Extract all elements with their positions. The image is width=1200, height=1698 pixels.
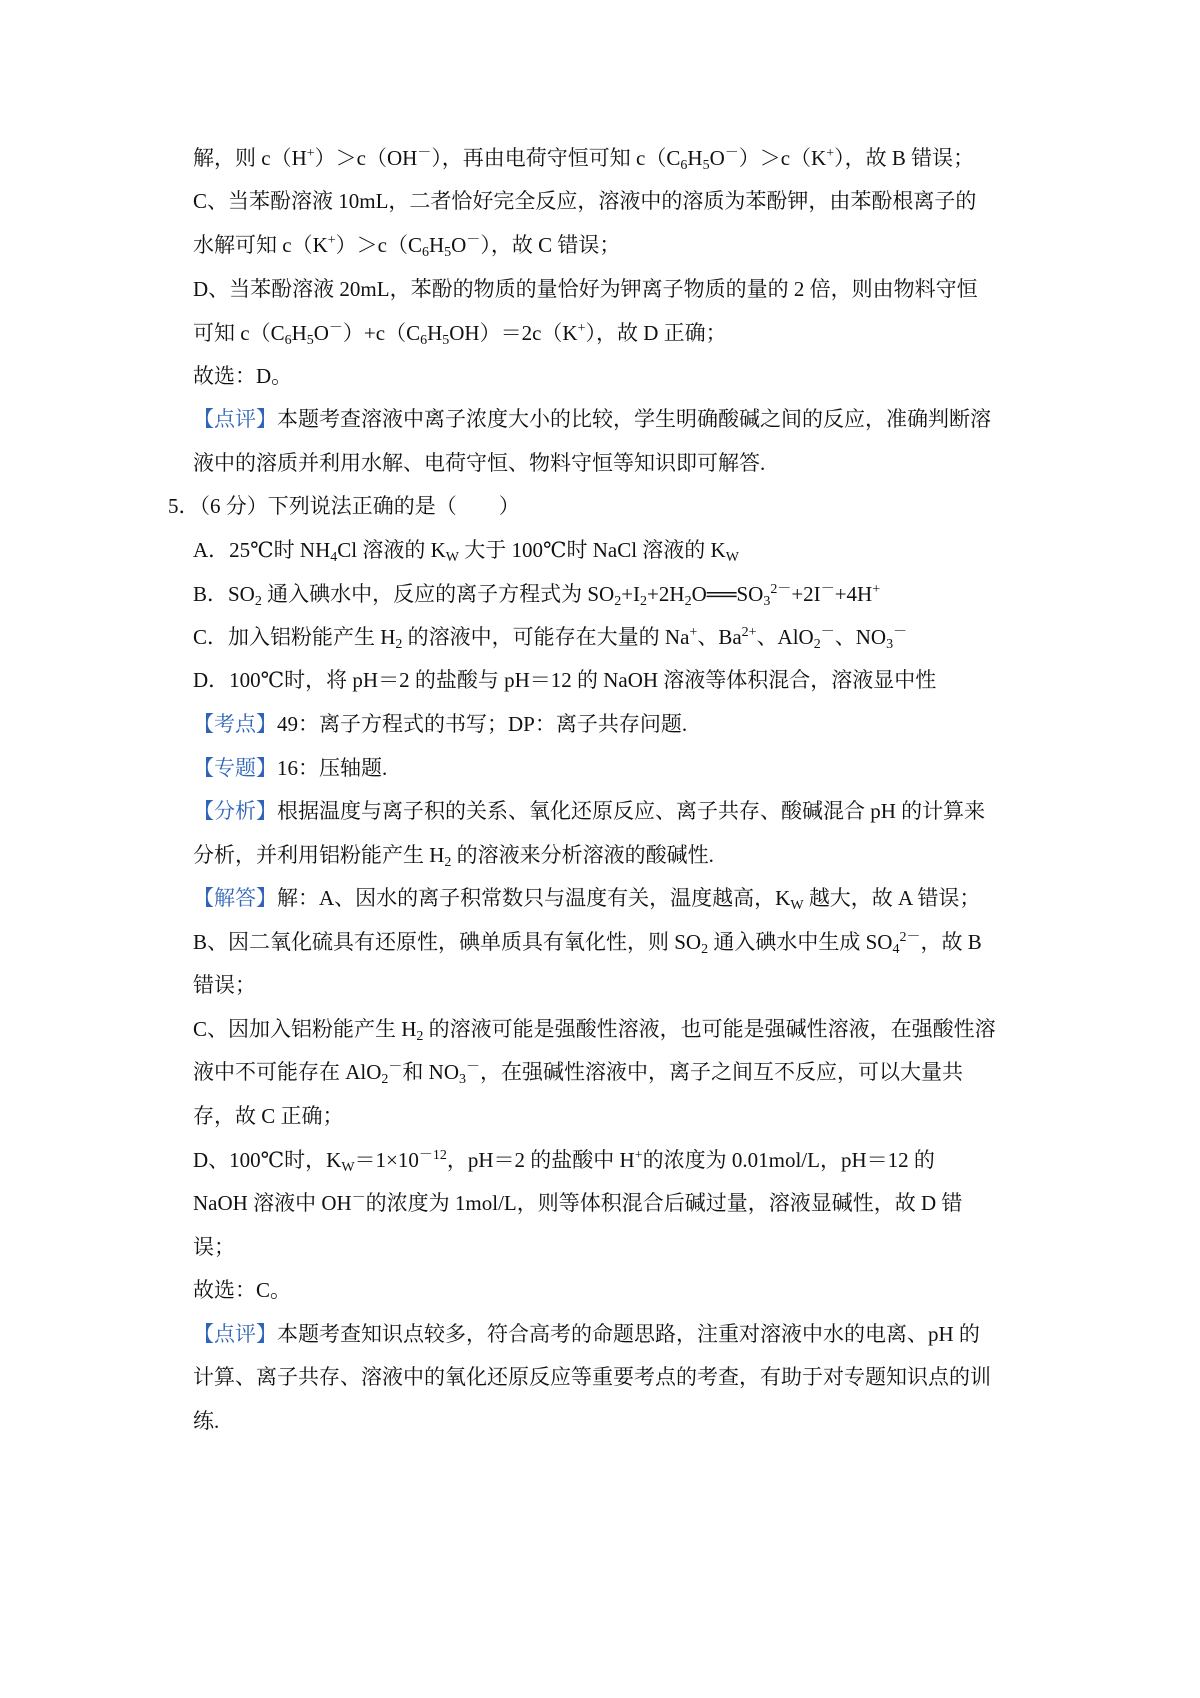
text-run: 的溶液中，可能存在大量的 Na [402, 625, 690, 649]
text-run: ）＞c（C [335, 233, 422, 257]
text-run: 本题考查溶液中离子浓度大小的比较，学生明确酸碱之间的反应，准确判断溶 [277, 407, 991, 431]
text-run: 的溶液可能是强酸性溶液，也可能是强碱性溶液，在强酸性溶 [423, 1017, 996, 1041]
subscript: 3 [886, 637, 894, 652]
text-run: ，在强碱性溶液中，离子之间互不反应，可以大量共 [480, 1060, 964, 1084]
text-run: 解，则 c（H [193, 146, 307, 170]
superscript: － [466, 1060, 481, 1075]
text-run: 存，故 C 正确； [193, 1104, 344, 1128]
superscript: － [724, 146, 739, 161]
text-run: 5．（6 分）下列说法正确的是（ ） [168, 494, 520, 518]
subscript: 2 [813, 637, 821, 652]
option-a [193, 535, 739, 565]
subscript: 3 [763, 594, 771, 609]
superscript: + [634, 1148, 643, 1163]
text-run: O══SO [691, 582, 764, 606]
superscript: + [872, 582, 881, 597]
subscript: 5 [442, 333, 450, 348]
section-tag: 【专题】 [193, 756, 277, 780]
superscript: + [577, 321, 586, 336]
question-title [168, 491, 520, 521]
section-tag: 【考点】 [193, 712, 277, 736]
subscript: 6 [420, 333, 428, 348]
text-run: ），故 B 错误； [834, 146, 975, 170]
text-line [193, 1406, 219, 1436]
text-run: O [709, 146, 725, 170]
text-line [193, 1145, 935, 1175]
section-tag: 【点评】 [193, 1322, 277, 1346]
text-line [193, 970, 256, 1000]
text-run: D、当苯酚溶液 20mL，苯酚的物质的量恰好为钾离子物质的量的 2 倍，则由物料守恒 [193, 277, 978, 301]
text-run: ，故 B [920, 930, 982, 954]
section-tag: 【点评】 [193, 407, 277, 431]
text-run: 误； [193, 1235, 235, 1259]
text-line [193, 927, 982, 957]
text-run: C．加入铝粉能产生 H [193, 625, 396, 649]
subscript: 2 [444, 855, 452, 870]
superscript: 2－ [770, 582, 792, 597]
text-run: 、NO [834, 625, 887, 649]
text-run: +I [621, 582, 641, 606]
text-line [193, 1014, 996, 1044]
text-run: 液中不可能存在 AlO [193, 1060, 382, 1084]
text-run: O [451, 233, 467, 257]
text-run: 通入碘水中生成 SO [708, 930, 893, 954]
text-line [193, 361, 292, 391]
text-line [193, 274, 978, 304]
text-run: ＝1×10 [354, 1148, 419, 1172]
text-run: O [313, 321, 329, 345]
text-line [193, 143, 974, 173]
subscript: 2 [416, 1029, 424, 1044]
text-run: ）＞c（OH [314, 146, 418, 170]
text-run: ）＞c（K [738, 146, 827, 170]
superscript: － [328, 321, 343, 336]
subscript: 2 [254, 594, 262, 609]
text-run: 和 NO [402, 1060, 460, 1084]
text-run: ），故 D 正确； [585, 321, 727, 345]
text-run: 的浓度为 1mol/L，则等体积混合后碱过量，溶液显碱性，故 D 错 [365, 1191, 963, 1215]
jieda-line [193, 883, 980, 913]
text-run: 解：A、因水的离子积常数只与温度有关，温度越高，K [277, 886, 791, 910]
text-line [193, 404, 991, 434]
text-run: B、因二氧化硫具有还原性，碘单质具有氧化性，则 SO [193, 930, 702, 954]
subscript: W [790, 898, 804, 913]
text-run: 液中的溶质并利用水解、电荷守恒、物料守恒等知识即可解答. [193, 451, 766, 475]
subscript: 5 [444, 245, 452, 260]
text-run: 越大，故 A 错误； [803, 886, 981, 910]
subscript: 4 [330, 550, 338, 565]
option-b [193, 579, 880, 609]
subscript: W [341, 1160, 355, 1175]
section-tag: 【分析】 [193, 799, 277, 823]
superscript: －12 [418, 1148, 447, 1163]
superscript: + [826, 146, 835, 161]
text-run: H [427, 321, 443, 345]
option-d [193, 665, 936, 695]
subscript: W [445, 550, 459, 565]
text-run: 计算、离子共存、溶液中的氧化还原反应等重要考点的考查，有助于对专题知识点的训 [193, 1365, 991, 1389]
text-line [193, 840, 714, 870]
text-run: 分析，并利用铝粉能产生 H [193, 843, 445, 867]
subscript: 2 [614, 594, 622, 609]
text-run: A．25℃时 NH [193, 538, 331, 562]
kaodian-line [193, 709, 687, 739]
text-run: 49：离子方程式的书写；DP：离子共存问题. [277, 712, 688, 736]
superscript: － [893, 625, 908, 640]
superscript: + [327, 233, 336, 248]
text-run: 的溶液来分析溶液的酸碱性. [451, 843, 714, 867]
text-line [193, 1232, 235, 1262]
subscript: 5 [306, 333, 314, 348]
text-run: 可知 c（C [193, 321, 285, 345]
text-run: 练. [193, 1409, 220, 1433]
text-line [193, 1057, 963, 1087]
subscript: 6 [680, 158, 688, 173]
text-run: 根据温度与离子积的关系、氧化还原反应、离子共存、酸碱混合 pH 的计算来 [277, 799, 986, 823]
subscript: 4 [892, 942, 900, 957]
subscript: 6 [284, 333, 292, 348]
text-run: 大于 100℃时 NaCl 溶液的 K [458, 538, 726, 562]
text-run: H [428, 233, 445, 257]
text-run: H [291, 321, 307, 345]
text-run: D．100℃时，将 pH＝2 的盐酸与 pH＝12 的 NaOH 溶液等体积混合，溶液显中性 [193, 668, 937, 692]
text-run: Cl 溶液的 K [337, 538, 446, 562]
text-run: 通入碘水中，反应的离子方程式为 SO [261, 582, 615, 606]
subscript: 3 [459, 1072, 467, 1087]
text-run: C、因加入铝粉能产生 H [193, 1017, 417, 1041]
text-line [193, 1188, 962, 1218]
text-line [193, 1101, 344, 1131]
subscript: 6 [421, 245, 429, 260]
text-run: 、Ba [697, 625, 742, 649]
text-run: C、当苯酚溶液 10mL，二者恰好完全反应，溶液中的溶质为苯酚钾，由苯酚根离子的 [193, 189, 977, 213]
superscript: － [820, 625, 835, 640]
text-run: 水解可知 c（K [193, 233, 328, 257]
text-run: ，pH＝2 的盐酸中 H [446, 1148, 635, 1172]
text-run: 的浓度为 0.01mol/L，pH＝12 的 [642, 1148, 935, 1172]
text-line [193, 230, 620, 260]
superscript: － [417, 146, 432, 161]
text-run: 错误； [193, 973, 256, 997]
superscript: － [820, 582, 835, 597]
text-run: ），再由电荷守恒可知 c（C [431, 146, 681, 170]
subscript: 2 [701, 942, 709, 957]
text-line [193, 318, 727, 348]
dianping-line [193, 1319, 980, 1349]
subscript: 2 [395, 637, 403, 652]
text-run: ），故 C 错误； [480, 233, 621, 257]
text-run: OH）＝2c（K [449, 321, 578, 345]
superscript: 2－ [899, 930, 921, 945]
superscript: + [306, 146, 315, 161]
text-run: +4H [834, 582, 873, 606]
superscript: 2+ [741, 625, 757, 640]
text-line [193, 1275, 291, 1305]
zhuanti-line [193, 753, 387, 783]
text-run: D、100℃时，K [193, 1148, 342, 1172]
text-run: ）+c（C [342, 321, 421, 345]
subscript: 5 [702, 158, 710, 173]
text-line [193, 448, 765, 478]
text-run: +2H [647, 582, 685, 606]
superscript: － [466, 233, 481, 248]
text-run: +2I [791, 582, 821, 606]
fenxi-line [193, 796, 985, 826]
subscript: W [725, 550, 739, 565]
text-run: B．SO [193, 582, 255, 606]
superscript: － [388, 1060, 403, 1075]
text-line [193, 1362, 991, 1392]
subscript: 2 [381, 1072, 389, 1087]
option-c [193, 622, 907, 652]
subscript: 2 [684, 594, 692, 609]
subscript: 2 [640, 594, 648, 609]
text-run: 本题考查知识点较多，符合高考的命题思路，注重对溶液中水的电离、pH 的 [277, 1322, 980, 1346]
text-line [193, 186, 976, 216]
superscript: － [351, 1191, 366, 1206]
text-run: 16：压轴题. [277, 756, 388, 780]
section-tag: 【解答】 [193, 886, 277, 910]
text-run: H [687, 146, 703, 170]
text-run: 故选：C。 [193, 1278, 292, 1302]
superscript: + [689, 625, 698, 640]
text-run: 、AlO [756, 625, 814, 649]
text-run: NaOH 溶液中 OH [193, 1191, 352, 1215]
text-run: 故选：D。 [193, 364, 293, 388]
